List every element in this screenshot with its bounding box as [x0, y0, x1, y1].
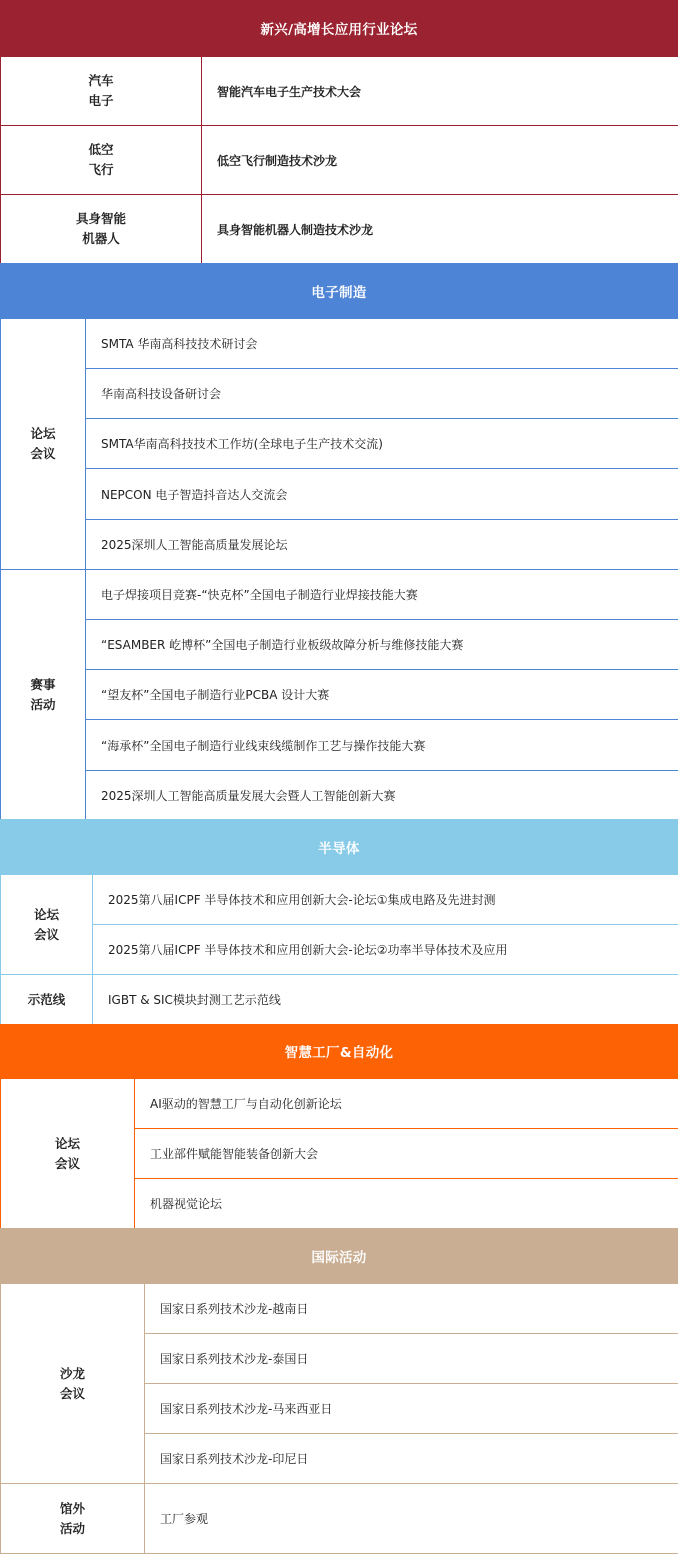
table-row [1, 520, 678, 570]
category-label-line: 机器人 [82, 231, 120, 246]
table-row [1, 925, 678, 975]
category-label-line: 低空 [88, 142, 114, 157]
section-title: 新兴/高增长应用行业论坛 [260, 22, 418, 38]
event-item: “海承杯”全国电子制造行业线束线缆制作工艺与操作技能大赛 [86, 720, 678, 771]
category-label-line: 赛事 [30, 677, 56, 692]
event-item: 国家日系列技术沙龙-印尼日 [145, 1434, 678, 1484]
category-label-line: 示范线 [27, 991, 66, 1007]
event-item: 2025深圳人工智能高质量发展论坛 [86, 520, 678, 570]
table-row [1, 469, 678, 520]
event-item: 工厂参观 [145, 1484, 678, 1554]
table-row [1, 771, 678, 821]
event-item: 机器视觉论坛 [135, 1179, 678, 1229]
section-header-smart-factory [0, 1024, 678, 1078]
event-item: 华南高科技设备研讨会 [86, 369, 678, 419]
category-label-line: 活动 [30, 697, 56, 712]
category-label-line: 会议 [33, 926, 59, 942]
category-label-line: 会议 [59, 1385, 85, 1401]
category-label-line: 馆外 [59, 1500, 85, 1516]
category-cell [1, 195, 202, 264]
table-row [1, 975, 678, 1025]
category-cell [1, 1484, 145, 1554]
category-label-line: 沙龙 [59, 1365, 85, 1381]
event-item: “望友杯”全国电子制造行业PCBA 设计大赛 [86, 670, 678, 720]
category-cell [1, 570, 86, 821]
event-item: 低空飞行制造技术沙龙 [202, 126, 678, 195]
category-label-line: 论坛 [33, 906, 59, 922]
table-row [1, 1079, 678, 1129]
section-title: 电子制造 [311, 284, 367, 301]
table-row [1, 195, 678, 264]
event-item: 工业部件赋能智能装备创新大会 [135, 1129, 678, 1179]
event-item: 具身智能机器人制造技术沙龙 [202, 195, 678, 264]
section-header-international [0, 1228, 678, 1283]
category-label-line: 具身智能 [75, 211, 126, 226]
category-cell [1, 126, 202, 195]
table-row [1, 419, 678, 469]
table-row [1, 57, 678, 126]
table-row [1, 670, 678, 720]
section-table-international [0, 1283, 678, 1554]
table-row [1, 620, 678, 670]
category-label-line: 论坛 [30, 426, 56, 441]
event-item: NEPCON 电子智造抖音达人交流会 [86, 469, 678, 520]
category-cell [1, 57, 202, 126]
event-item: AI驱动的智慧工厂与自动化创新论坛 [135, 1079, 678, 1129]
table-row [1, 369, 678, 419]
category-label-line: 飞行 [88, 162, 114, 177]
table-row [1, 319, 678, 369]
event-item: 国家日系列技术沙龙-越南日 [145, 1284, 678, 1334]
category-cell [1, 875, 93, 975]
event-item: IGBT & SIC模块封测工艺示范线 [93, 975, 678, 1025]
category-cell [1, 1284, 145, 1484]
section-header-semiconductor [0, 819, 678, 874]
category-cell [1, 1079, 135, 1229]
event-item: SMTA华南高科技技术工作坊(全球电子生产技术交流) [86, 419, 678, 469]
section-table-smart-factory [0, 1078, 678, 1229]
table-row [1, 1284, 678, 1334]
event-item: SMTA 华南高科技技术研讨会 [86, 319, 678, 369]
event-item: 国家日系列技术沙龙-马来西亚日 [145, 1384, 678, 1434]
section-title: 智慧工厂&自动化 [284, 1045, 394, 1061]
event-item: 2025第八届ICPF 半导体技术和应用创新大会-论坛②功率半导体技术及应用 [93, 925, 678, 975]
table-row [1, 875, 678, 925]
category-label-line: 论坛 [54, 1135, 80, 1151]
section-header-electronics-manufacturing [0, 263, 678, 318]
section-table-electronics-manufacturing [0, 318, 678, 821]
event-item: “ESAMBER 屹博杯”全国电子制造行业板级故障分析与维修技能大赛 [86, 620, 678, 670]
table-row [1, 1484, 678, 1554]
section-table-emerging-industries [0, 56, 678, 264]
section-title: 国际活动 [311, 1249, 367, 1266]
event-item: 智能汽车电子生产技术大会 [202, 57, 678, 126]
table-row [1, 570, 678, 620]
table-row [1, 126, 678, 195]
category-label-line: 汽车 [88, 73, 114, 88]
section-header-emerging-industries [0, 0, 678, 56]
category-label-line: 会议 [54, 1155, 80, 1171]
category-label-line: 电子 [88, 93, 114, 108]
category-cell [1, 975, 93, 1025]
event-item: 国家日系列技术沙龙-泰国日 [145, 1334, 678, 1384]
section-title: 半导体 [318, 840, 360, 857]
category-label-line: 活动 [59, 1520, 85, 1536]
event-item: 2025深圳人工智能高质量发展大会暨人工智能创新大赛 [86, 771, 678, 821]
section-table-semiconductor [0, 874, 678, 1025]
table-row [1, 720, 678, 771]
event-item: 2025第八届ICPF 半导体技术和应用创新大会-论坛①集成电路及先进封测 [93, 875, 678, 925]
event-item: 电子焊接项目竞赛-“快克杯”全国电子制造行业焊接技能大赛 [86, 570, 678, 620]
category-label-line: 会议 [30, 446, 56, 461]
category-cell [1, 319, 86, 570]
